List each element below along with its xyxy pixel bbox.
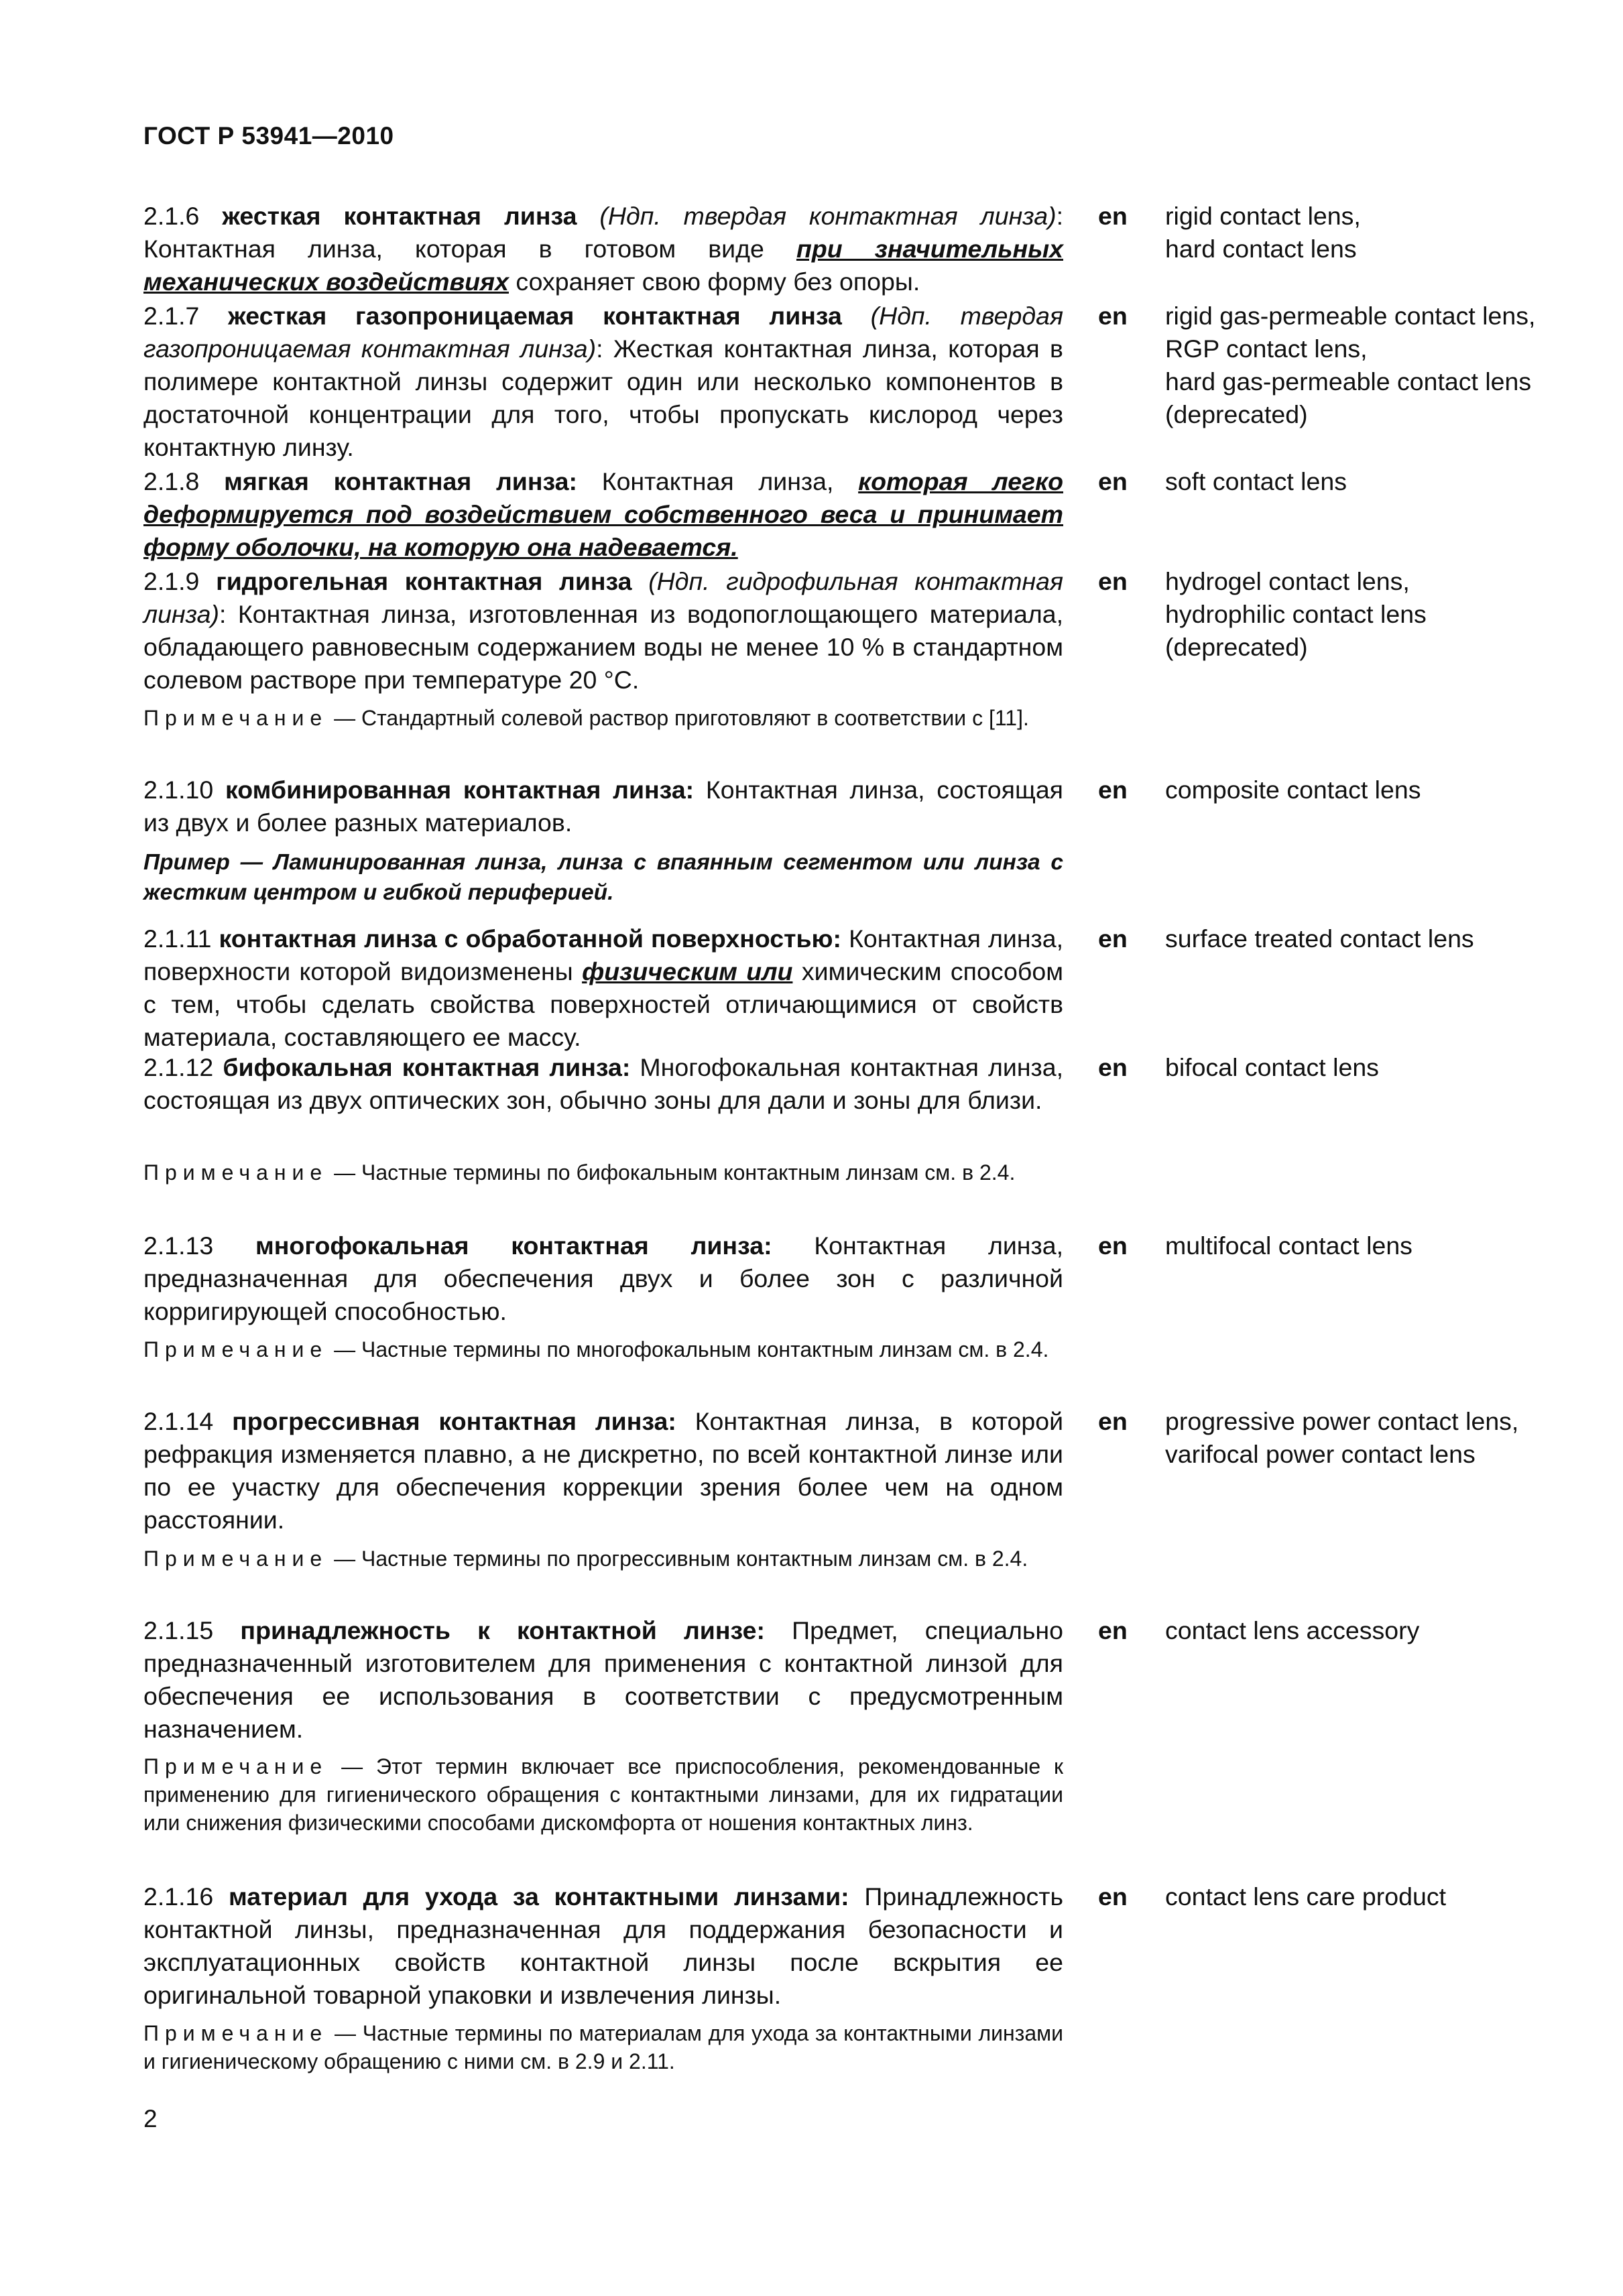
term-number: 2.1.12 — [143, 1053, 214, 1081]
term-deprecated: (Ндп. гидрофильная контактная линза) — [143, 567, 1063, 628]
term-number: 2.1.11 — [143, 924, 212, 953]
language-tag: en — [1098, 1231, 1128, 1260]
term-number: 2.1.8 — [143, 467, 200, 495]
definition-text-cont: химическим способом с тем, чтобы сделать свойства поверхностей отличающимися от свойств материала, составляющего ее массу. — [143, 957, 1063, 1051]
english-equivalent: rigid contact lens, hard contact lens — [1165, 202, 1361, 263]
note-text: — Стандартный солевой раствор приготовляют в соответствии с [11]. — [334, 706, 1029, 730]
term-definition — [143, 1614, 1063, 1746]
note-2-1-16 — [143, 2019, 1063, 2075]
language-tag: en — [1098, 202, 1128, 230]
definition-text: Контактная линза, предназначенная для обеспечения двух и более зон с различной корригирующей способностью. — [143, 1231, 1063, 1325]
english-equivalent: bifocal contact lens — [1165, 1053, 1379, 1081]
english-equivalent: hydrogel contact lens, hydrophilic contact lens (deprecated) — [1165, 567, 1427, 661]
term-number: 2.1.16 — [143, 1882, 214, 1911]
note-2-1-15 — [143, 1752, 1063, 1837]
note-label: Примечание — [143, 1547, 328, 1571]
example-2-1-10: Пример — Ламинированная линза, линза с впаянным сегментом или линза с жестким центром и гибкой периферией. — [143, 850, 1063, 905]
term-name: прогрессивная контактная линза: — [232, 1407, 676, 1435]
document-header: ГОСТ Р 53941—2010 — [143, 122, 394, 149]
term-definition — [143, 565, 1063, 697]
term-name: гидрогельная контактная линза — [216, 567, 632, 595]
definition-text: Многофокальная контактная линза, состоящая из двух оптических зон, обычно зоны для дали и зоны для близи. — [143, 1053, 1063, 1114]
note-2-1-9 — [143, 704, 1063, 732]
term-definition — [143, 922, 1063, 1054]
definition-text: : Контактная линза, изготовленная из водопоглощающего материала, обладающего равновесным содержанием воды не менее 10 % в стандартном солевом растворе при температуре 20 °С. — [143, 600, 1063, 694]
term-definition — [143, 200, 1063, 298]
english-equivalent: contact lens care product — [1165, 1882, 1446, 1911]
language-tag: en — [1098, 1053, 1128, 1081]
term-name: принадлежность к контактной линзе: — [240, 1616, 765, 1644]
emphasized-text: которая легко деформируется под воздействием собственного веса и принимает форму оболочки, на которую она надевается. — [143, 467, 1063, 561]
note-text: — Частные термины по материалам для ухода за контактными линзами и гигиеническому обращению с ними см. в 2.9 и 2.11. — [143, 2021, 1064, 2073]
term-definition — [143, 1229, 1063, 1328]
definition-text: Контактная линза, — [577, 467, 859, 495]
definition-text: Принадлежность контактной линзы, предназначенная для поддержания безопасности и эксплуатационных свойств контактной линзы после вскрытия ее оригинальной товарной упаковки и извлечения линзы. — [143, 1882, 1063, 2009]
term-number: 2.1.13 — [143, 1231, 214, 1260]
term-name: многофокальная контактная линза: — [255, 1231, 772, 1260]
note-2-1-13 — [143, 1335, 1063, 1364]
english-equivalent: composite contact lens — [1165, 776, 1421, 804]
term-name: комбинированная контактная линза: — [225, 776, 695, 804]
language-tag: en — [1098, 1882, 1128, 1911]
term-name: мягкая контактная линза: — [224, 467, 577, 495]
term-name: материал для ухода за контактными линзами: — [228, 1882, 849, 1911]
note-text: — Частные термины по прогрессивным контактным линзам см. в 2.4. — [334, 1547, 1028, 1571]
definition-text: Контактная линза, состоящая из двух и более разных материалов. — [143, 776, 1063, 837]
language-tag: en — [1098, 467, 1128, 495]
term-definition — [143, 774, 1063, 839]
term-number: 2.1.7 — [143, 302, 200, 330]
term-name: жесткая газопроницаемая контактная линза — [228, 302, 842, 330]
definition-text: Контактная линза, поверхности которой видоизменены — [143, 924, 1063, 985]
term-number: 2.1.9 — [143, 567, 200, 595]
definition-text-cont: сохраняет свою форму без опоры. — [509, 267, 920, 296]
note-label: Примечание — [143, 706, 328, 730]
language-tag: en — [1098, 567, 1128, 595]
term-name: жесткая контактная линза — [222, 202, 577, 230]
term-name: бифокальная контактная линза: — [223, 1053, 631, 1081]
definition-text: : Жесткая контактная линза, которая в полимере контактной линзы содержит один или несколько компонентов в достаточной концентрации для того, чтобы пропускать кислород через контактную линзу. — [143, 335, 1063, 461]
english-equivalent: surface treated contact lens — [1165, 924, 1474, 953]
note-label: Примечание — [143, 1337, 328, 1362]
definition-text: Контактная линза, в которой рефракция изменяется плавно, а не дискретно, по всей контактной линзе или по ее участку для обеспечения коррекции зрения более чем на одном расстоянии. — [143, 1407, 1064, 1534]
term-number: 2.1.14 — [143, 1407, 214, 1435]
note-label: Примечание — [143, 1160, 328, 1185]
language-tag: en — [1098, 1616, 1128, 1644]
term-definition — [143, 1051, 1063, 1117]
note-text: — Частные термины по бифокальным контактным линзам см. в 2.4. — [334, 1160, 1016, 1185]
english-equivalent: rigid gas-permeable contact lens, RGP contact lens, hard gas-permeable contact lens (deprecated) — [1165, 302, 1536, 428]
term-name: контактная линза с обработанной поверхностью: — [219, 924, 842, 953]
note-2-1-14 — [143, 1545, 1063, 1573]
page-number: 2 — [143, 2105, 158, 2132]
english-equivalent: contact lens accessory — [1165, 1616, 1420, 1644]
language-tag: en — [1098, 776, 1128, 804]
emphasized-text: физическим или — [582, 957, 793, 985]
language-tag: en — [1098, 924, 1128, 953]
term-definition — [143, 1880, 1063, 2012]
term-number: 2.1.6 — [143, 202, 200, 230]
english-equivalent: progressive power contact lens, varifocal power contact lens — [1165, 1407, 1519, 1468]
term-deprecated: (Ндп. твердая газопроницаемая контактная линза) — [143, 302, 1063, 363]
language-tag: en — [1098, 302, 1128, 330]
emphasized-text: при значительных механических воздействиях — [143, 235, 1063, 296]
note-label: Примечание — [143, 1754, 328, 1778]
term-number: 2.1.10 — [143, 776, 214, 804]
note-text: — Этот термин включает все приспособления, рекомендованные к применению для гигиенического обращения с контактными линзами, для их гидратации или снижения физическими способами дискомфорта от ношения контактных линз. — [143, 1754, 1063, 1835]
term-number: 2.1.15 — [143, 1616, 214, 1644]
term-definition — [143, 1405, 1063, 1536]
term-deprecated: (Ндп. твердая контактная линза) — [577, 202, 1057, 230]
language-tag: en — [1098, 1407, 1128, 1435]
definition-text: Предмет, специально предназначенный изготовителем для применения с контактной линзой для обеспечения ее использования в соответствии с предусмотренным назначением. — [143, 1616, 1063, 1743]
note-label: Примечание — [143, 2021, 328, 2045]
english-equivalent: multifocal contact lens — [1165, 1231, 1412, 1260]
note-text: — Частные термины по многофокальным контактным линзам см. в 2.4. — [334, 1337, 1049, 1362]
term-definition — [143, 465, 1063, 564]
english-equivalent: soft contact lens — [1165, 467, 1347, 495]
term-definition — [143, 300, 1063, 464]
note-2-1-12 — [143, 1158, 1063, 1187]
definition-text: : Контактная линза, которая в готовом виде — [143, 202, 1064, 263]
